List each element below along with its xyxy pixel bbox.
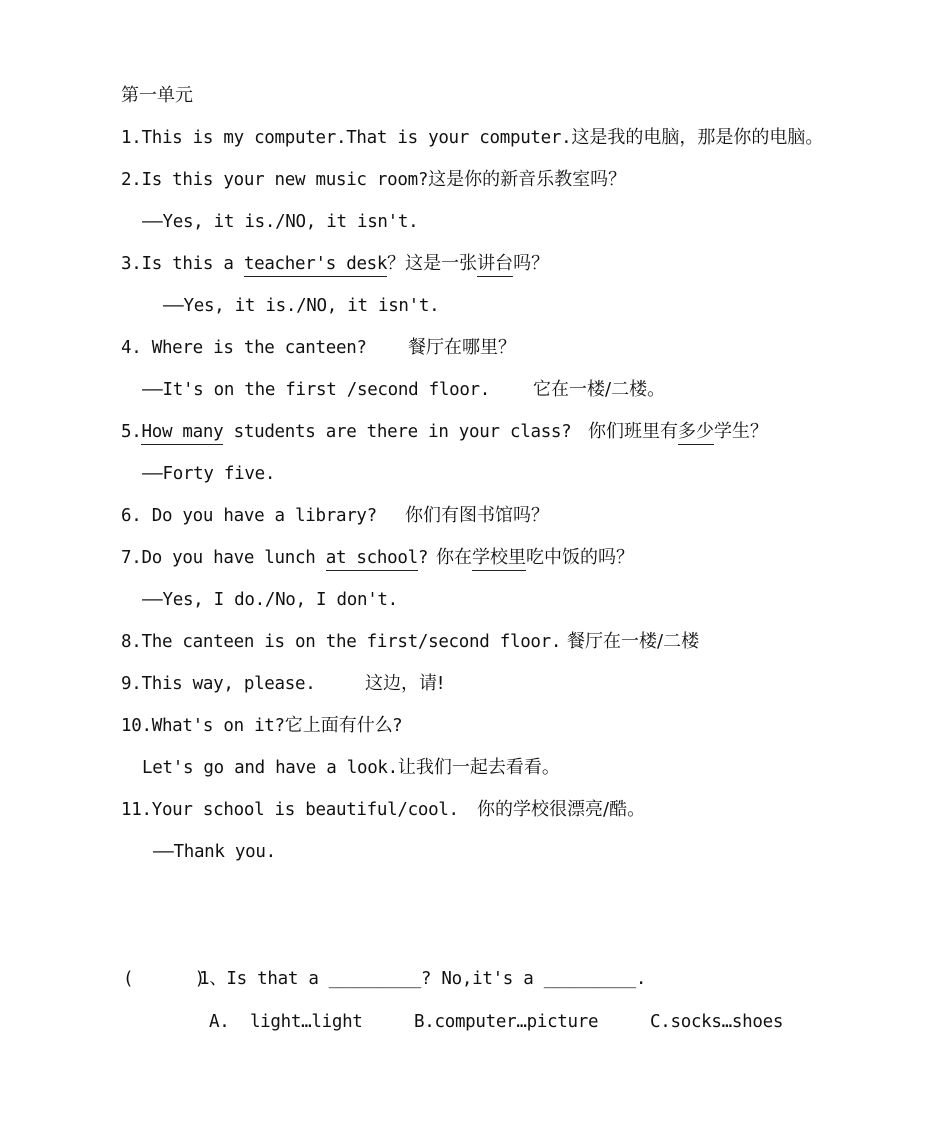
sentence-5 [121,420,571,444]
sentence-3-cn-end: 吗？ [513,253,550,274]
sentence-1 [121,126,823,150]
sentence-10-cn: 它上面有什么? [284,715,403,736]
sentence-5-answer: ——Forty five. [142,464,276,484]
sentence-11-answer: ——Thank you. [153,842,276,862]
sentence-4-cn: 餐厅在哪里？ [408,337,516,358]
sentence-3-underlined-en: teacher's desk [244,254,387,277]
sentence-4-answer [142,378,490,402]
sentence-4-answer-cn: 它在一楼/二楼。 [533,379,666,400]
sentence-10-followup [142,756,560,780]
option-c: C.socks…shoes [650,1012,784,1032]
option-b: B.computer…picture [414,1012,599,1032]
sentence-2-cn: 这是你的新音乐教室吗？ [428,169,627,190]
sentence-5-underlined-en: How many [141,422,223,445]
sentence-6-cn: 你们有图书馆吗？ [405,505,549,526]
sentence-7-underlined-en: at school [326,548,418,571]
sentence-5-cn-end: 学生？ [714,421,768,442]
sentence-5-cn [588,420,768,444]
sentence-7-en-end: ? [417,548,429,568]
sentence-4-answer-en: ——It's on the first /second floor. [142,380,491,400]
sentence-1-cn: 这是我的电脑，那是你的电脑。 [571,127,824,148]
sentence-4-en: 4. Where is the canteen? [121,338,367,358]
sentence-6-en: 6. Do you have a library? [121,506,377,526]
option-a: A. light…light [209,1012,363,1032]
sentence-4 [121,336,367,360]
sentence-10 [121,714,402,738]
sentence-3-answer: ——Yes, it is./NO, it isn't. [163,296,440,316]
sentence-8-cn: 餐厅在一楼/二楼 [567,631,700,652]
sentence-7-cn-start: 你在 [436,547,472,568]
sentence-5-en: students are there in your class? [223,422,572,442]
sentence-3-en: 3.Is this a [121,254,244,274]
sentence-3 [121,252,549,276]
sentence-3-cn: ？这是一张 [387,253,478,274]
sentence-11-en: 11.Your school is beautiful/cool. [121,800,459,820]
sentence-2-en: 2.Is this your new music room? [121,170,429,190]
sentence-2-answer: ——Yes, it is./NO, it isn't. [142,212,419,232]
sentence-5-num: 5. [121,422,142,442]
sentence-7-underlined-cn: 学校里 [472,547,526,571]
sentence-11-cn: 你的学校很漂亮/酷。 [477,799,646,820]
sentence-7-cn-end: 吃中饭的吗？ [526,547,634,568]
sentence-2 [121,168,626,192]
sentence-10-en: 10.What's on it? [121,716,285,736]
sentence-9-cn: 这边，请! [365,673,445,694]
sentence-8-en: 8.The canteen is on the first/second floor. [121,632,562,652]
sentence-7-cn [436,546,634,570]
sentence-5-cn-start: 你们班里有 [588,421,678,442]
sentence-5-underlined-cn: 多少 [678,421,714,445]
sentence-9-en: 9.This way, please. [121,674,316,694]
sentence-7 [121,546,428,570]
unit-heading: 第一单元 [121,85,193,106]
sentence-1-en: 1.This is my computer.That is your computer. [121,128,572,148]
exercise-question-1: 1、Is that a _________? No,it's a _________. [199,969,647,989]
sentence-7-en: 7.Do you have lunch [121,548,326,568]
sentence-3-underlined-cn: 讲台 [477,253,513,277]
sentence-7-answer: ——Yes, I do./No, I don't. [142,590,398,610]
answer-paren: ( ) [123,969,205,989]
sentence-10-followup-cn: 让我们一起去看看。 [397,757,560,778]
sentence-10-followup-en: Let's go and have a look. [142,758,398,778]
